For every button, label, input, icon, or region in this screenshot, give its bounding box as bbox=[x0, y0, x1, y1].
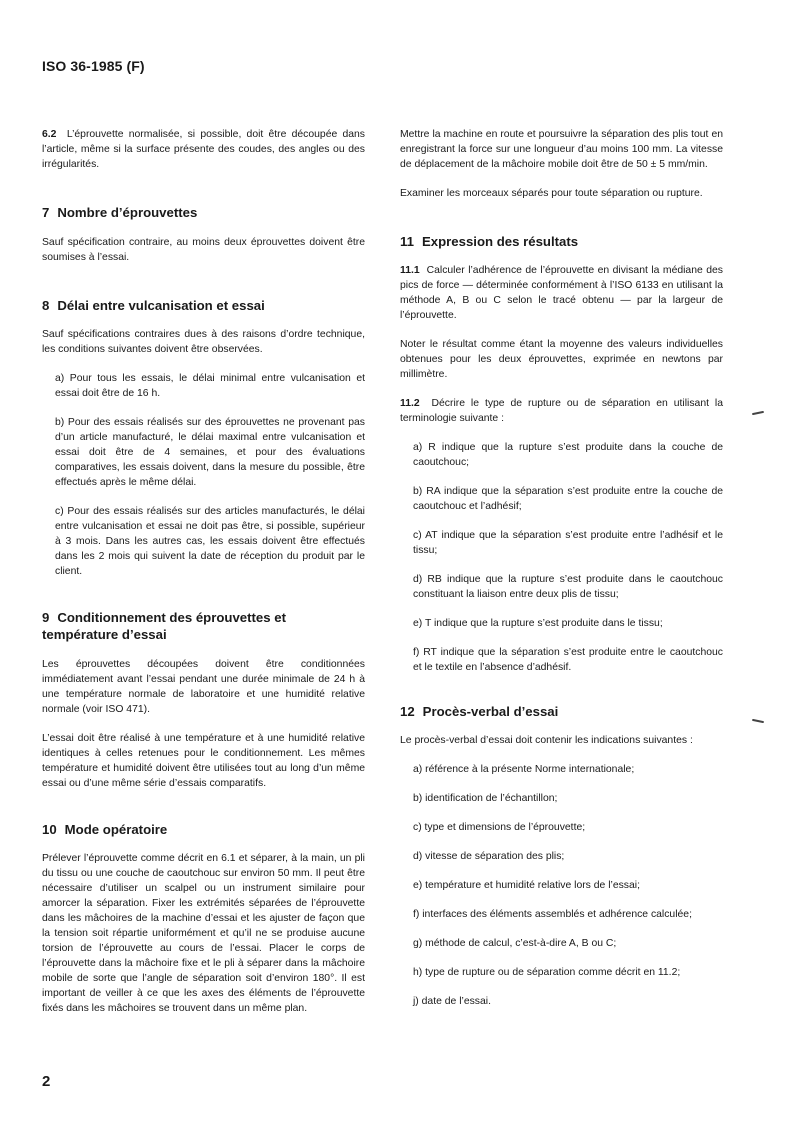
section-10-paragraph: Prélever l’éprouvette comme décrit en 6.1 et séparer, à la main, un pli du tissu ou une couche de caoutchouc sur environ 50 mm. Il peut être nécessaire d’utiliser un scalpel ou un instrument similaire pour amorcer la séparation. Fixer les extrémités séparées de l’éprouvette dans les mâchoires de la machine d’essai et les ajuster de façon que la tension soit répartie uniformément et qu’il ne se produise aucune torsion de l’éprouvette au cours de l’essai. Placer le corps de l’éprouvette dans la mâchoire fixe et le pli à séparer dans la mâchoire mobile de sorte que l’angle de séparation soit d’environ 180°. Il est important de veiller à ce que les axes des éléments de l’éprouvette fixés dans les mâchoires se trouvent dans un même plan. bbox=[42, 853, 365, 1014]
section-11-heading: 11 Expression des résultats bbox=[400, 234, 579, 249]
section-8-heading: 8 Délai entre vulcanisation et essai bbox=[42, 298, 265, 313]
section-10-paragraph-3: Examiner les morceaux séparés pour toute séparation ou rupture. bbox=[400, 188, 703, 199]
list-item: d) RB indique que la rupture s’est produite dans le caoutchouc constituant la liaison entre deux plis de tissu; bbox=[413, 574, 723, 600]
list-item: d) vitesse de séparation des plis; bbox=[413, 851, 565, 862]
section-12-heading: 12 Procès-verbal d’essai bbox=[400, 704, 559, 719]
scan-mark bbox=[752, 411, 764, 415]
section-9-paragraph-2: L’essai doit être réalisé à une température et à une humidité relative identiques à celles retenues pour le conditionnement. Les mêmes température et humidité doivent être utilisées tout au long d’un même essai ou d’une même série d’essais comparatifs. bbox=[42, 733, 365, 789]
section-8-item-b: b) Pour des essais réalisés sur des éprouvettes ne provenant pas d’un article manufacturé, le délai maximal entre vulcanisation et essai doit être de 4 semaines, et pour des évaluations comparatives, les essais doivent, dans la mesure du possible, être effectués après le même délai. bbox=[55, 417, 365, 488]
document-header: ISO 36-1985 (F) bbox=[42, 58, 145, 74]
list-item: a) R indique que la rupture s’est produite dans la couche de caoutchouc; bbox=[413, 442, 723, 468]
list-item: a) référence à la présente Norme internationale; bbox=[413, 764, 635, 775]
section-7-heading: 7 Nombre d’éprouvettes bbox=[42, 205, 198, 220]
list-item: b) RA indique que la séparation s’est produite entre la couche de caoutchouc et l’adhésif; bbox=[413, 486, 723, 512]
section-10-paragraph-2: Mettre la machine en route et poursuivre la séparation des plis tout en enregistrant la force sur une longueur d’au moins 100 mm. La vitesse de déplacement de la mâchoire mobile doit être de 50 ± 5 mm/min. bbox=[400, 129, 723, 170]
list-item: c) AT indique que la séparation s’est produite entre l’adhésif et le tissu; bbox=[413, 530, 723, 556]
list-item: e) température et humidité relative lors de l’essai; bbox=[413, 880, 640, 891]
paragraph-11-1-b: Noter le résultat comme étant la moyenne des valeurs individuelles obtenues pour les deux éprouvettes, exprimée en newtons par millimètre. bbox=[400, 339, 723, 380]
section-12-intro: Le procès-verbal d’essai doit contenir les indications suivantes : bbox=[400, 735, 693, 746]
list-item: g) méthode de calcul, c’est-à-dire A, B ou C; bbox=[413, 938, 617, 949]
section-9-paragraph-1: Les éprouvettes découpées doivent être conditionnées immédiatement avant l’essai pendant une durée minimale de 24 h à une température normale de laboratoire et une humidité relative normale (voir ISO 471). bbox=[42, 659, 365, 715]
list-item: j) date de l’essai. bbox=[413, 996, 491, 1007]
left-column bbox=[42, 127, 365, 1030]
list-item: h) type de rupture ou de séparation comme décrit en 11.2; bbox=[413, 967, 681, 978]
clause-number: 11.1 bbox=[400, 265, 420, 276]
list-item: e) T indique que la rupture s’est produite dans le tissu; bbox=[413, 618, 663, 629]
paragraph-11-1: 11.1 Calculer l’adhérence de l’éprouvette en divisant la médiane des pics de force — déterminée conformément à l’ISO 6133 en utilisant la méthode A, B ou C selon le tracé obtenu — par la largeur de l’éprouvette. bbox=[400, 265, 723, 321]
section-10-heading: 10 Mode opératoire bbox=[42, 822, 168, 837]
paragraph-11-2: 11.2 Décrire le type de rupture ou de séparation en utilisant la terminologie suivante : bbox=[400, 398, 723, 424]
list-item: c) type et dimensions de l’éprouvette; bbox=[413, 822, 586, 833]
page-number: 2 bbox=[42, 1073, 51, 1090]
list-item: b) identification de l’échantillon; bbox=[413, 793, 558, 804]
section-8-intro: Sauf spécifications contraires dues à des raisons d’ordre technique, les conditions suivantes doivent être observées. bbox=[42, 329, 365, 355]
list-item: f) interfaces des éléments assemblés et adhérence calculée; bbox=[413, 909, 692, 920]
section-7-text: Sauf spécification contraire, au moins deux éprouvettes doivent être soumises à l’essai. bbox=[42, 237, 365, 263]
section-9-heading: 9 Conditionnement des éprouvettes et température d’essai bbox=[42, 610, 286, 642]
scan-mark bbox=[752, 719, 764, 723]
clause-number: 11.2 bbox=[400, 398, 420, 409]
paragraph-6-2: 6.2 L’éprouvette normalisée, si possible, doit être découpée dans l’article, même si la surface présente des coudes, des angles ou des irrégularités. bbox=[42, 129, 365, 170]
right-column bbox=[400, 127, 723, 1023]
list-item: f) RT indique que la séparation s’est produite entre le caoutchouc et le textile en l’absence d’adhésif. bbox=[413, 647, 723, 673]
section-8-item-a: a) Pour tous les essais, le délai minimal entre vulcanisation et essai doit être de 16 h. bbox=[55, 373, 365, 399]
section-8-item-c: c) Pour des essais réalisés sur des articles manufacturés, le délai entre vulcanisation et essai ne doit pas être, si possible, supérieur à 3 mois. Dans les autres cas, les essais doivent être effectués dans les 2 mois qui suivent la date de réception du produit par le client. bbox=[55, 506, 365, 577]
clause-number: 6.2 bbox=[42, 129, 57, 140]
